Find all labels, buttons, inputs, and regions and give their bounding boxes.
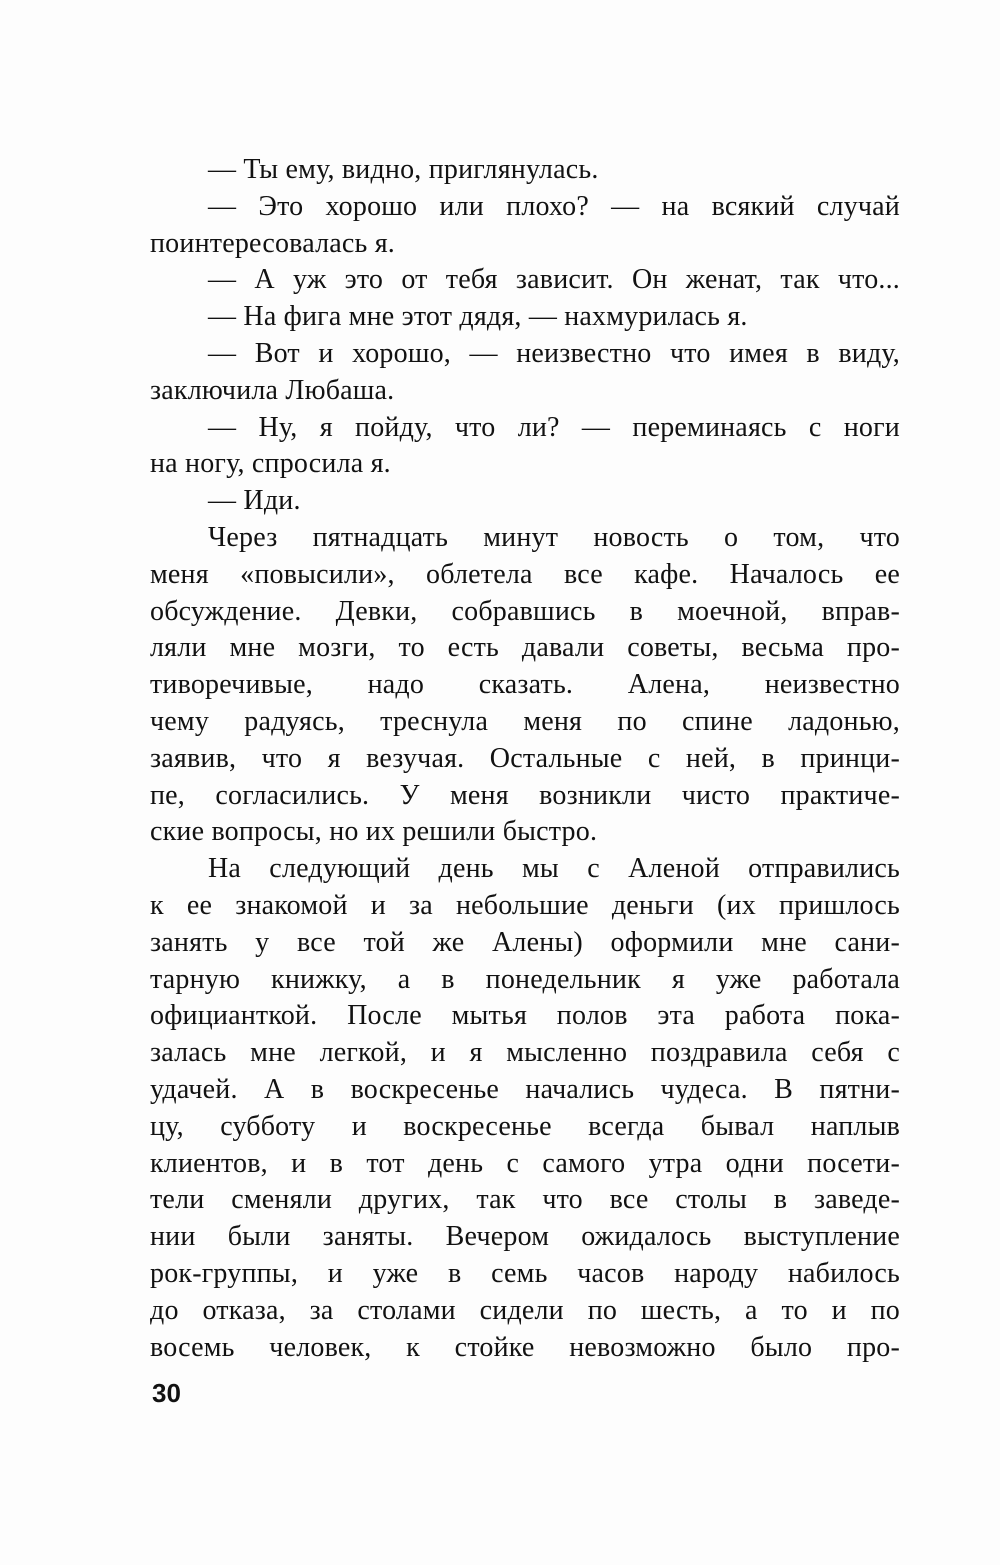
text-line: заключила Любаша. xyxy=(150,374,395,406)
text-line: — Это хорошо или плохо? — на всякий случай xyxy=(208,190,900,222)
text-line: официанткой. После мытья полов эта работа пока- xyxy=(150,1000,900,1032)
text-line: — Ты ему, видно, приглянулась. xyxy=(208,154,599,185)
text-line: — Иди. xyxy=(208,485,301,517)
text-line: залась мне легкой, и я мысленно поздравила себя с xyxy=(150,1037,900,1069)
text-line: на ногу, спросила я. xyxy=(150,448,391,480)
text-line: удачей. А в воскресенье начались чудеса. В пятни- xyxy=(150,1073,900,1105)
text-line: тарную книжку, а в понедельник я уже работала xyxy=(150,963,900,995)
text-line: ские вопросы, но их решили быстро. xyxy=(150,816,598,848)
page-number: 30 xyxy=(152,1378,181,1408)
text-line: меня «повысили», облетела все кафе. Началось ее xyxy=(150,558,900,590)
text-line: — На фига мне этот дядя, — нахмурилась я. xyxy=(208,301,748,333)
text-line: цу, субботу и воскресенье всегда бывал наплыв xyxy=(150,1110,900,1142)
text-line: заявив, что я везучая. Остальные с ней, в принци- xyxy=(150,742,900,774)
text-line: рок-группы, и уже в семь часов народу набилось xyxy=(150,1257,900,1289)
text-line: занять у все той же Алены) оформили мне сани- xyxy=(150,926,900,958)
text-line: ляли мне мозги, то есть давали советы, весьма про- xyxy=(150,632,900,664)
text-line: — А уж это от тебя зависит. Он женат, так что... xyxy=(208,264,900,296)
text-line: нии были заняты. Вечером ожидалось выступление xyxy=(150,1221,900,1253)
text-line: Через пятнадцать минут новость о том, что xyxy=(208,521,900,553)
text-line: к ее знакомой и за небольшие деньги (их пришлось xyxy=(150,889,900,921)
text-line: чему радуясь, треснула меня по спине ладонью, xyxy=(150,705,900,737)
text-line: На следующий день мы с Аленой отправились xyxy=(208,853,900,885)
text-line: — Ну, я пойду, что ли? — переминаясь с ноги xyxy=(208,411,900,443)
text-line: — Вот и хорошо, — неизвестно что имея в виду, xyxy=(208,337,900,369)
text-line: тели сменяли других, так что все столы в заведе- xyxy=(150,1184,900,1216)
text-line: тиворечивые, надо сказать. Алена, неизвестно xyxy=(150,669,900,701)
text-line: до отказа, за столами сидели по шесть, а то и по xyxy=(150,1294,900,1326)
text-line: пе, согласились. У меня возникли чисто практиче- xyxy=(150,779,900,811)
text-block xyxy=(150,152,900,1366)
text-line: восемь человек, к стойке невозможно было про- xyxy=(150,1331,900,1363)
text-line: поинтересовалась я. xyxy=(150,227,395,259)
text-line: обсуждение. Девки, собравшись в моечной, вправ- xyxy=(150,595,900,627)
text-line: клиентов, и в тот день с самого утра одни посети- xyxy=(150,1147,900,1179)
